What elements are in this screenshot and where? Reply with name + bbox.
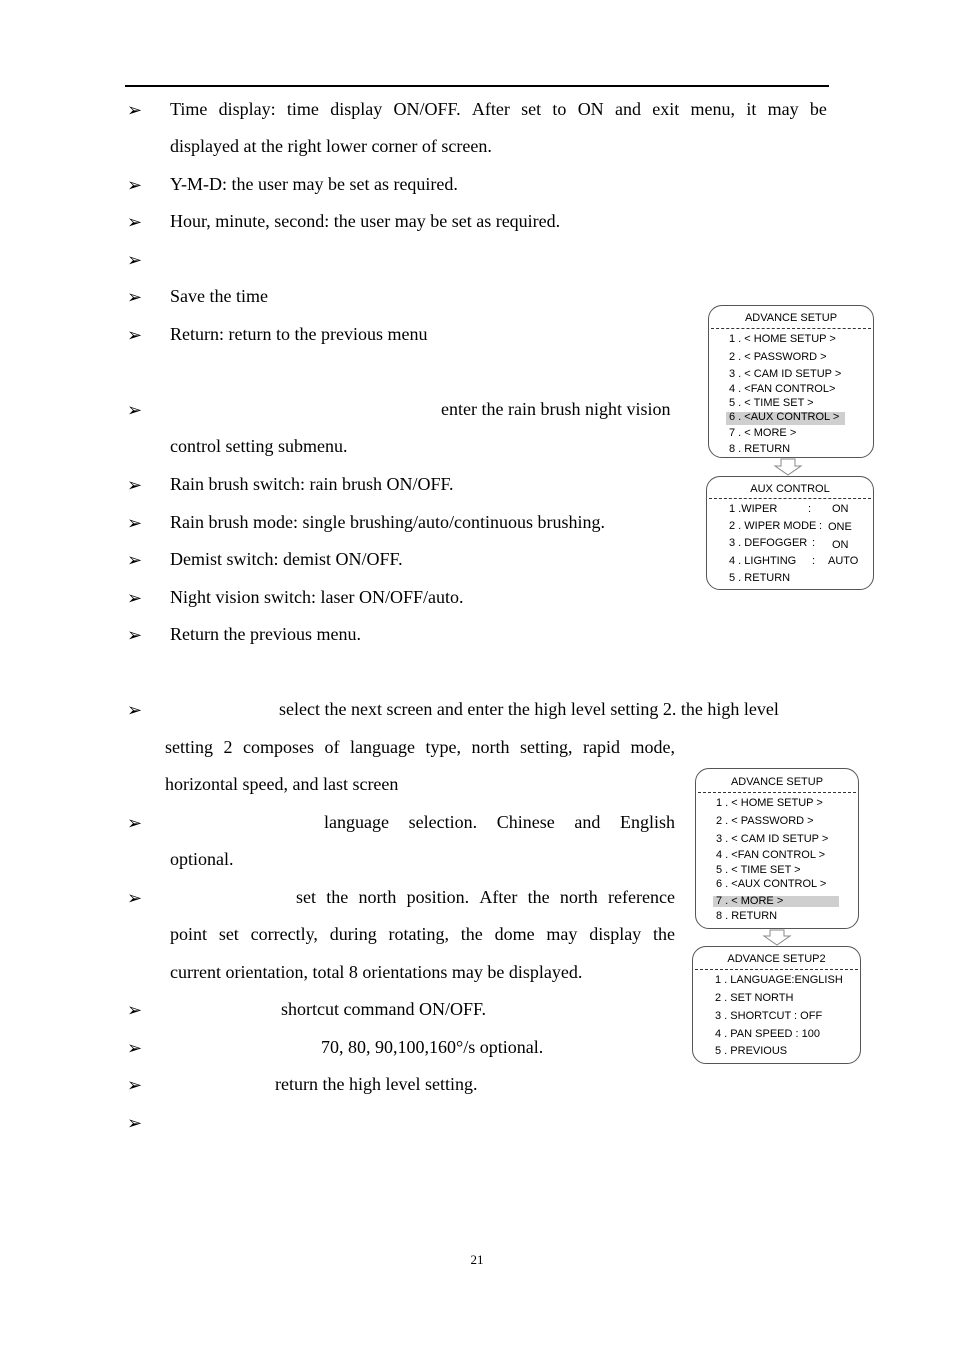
- text-line: optional.: [170, 849, 234, 869]
- text-line: Hour, minute, second: the user may be set as required.: [170, 211, 561, 231]
- text-line: Night vision switch: laser ON/OFF/auto.: [170, 587, 464, 607]
- advance-setup-menu: [708, 305, 874, 458]
- bullet-marker: ➢: [127, 100, 143, 120]
- bullet-marker: ➢: [127, 1000, 143, 1020]
- text-line: control setting submenu.: [170, 436, 348, 456]
- menu-title: ADVANCE SETUP: [730, 776, 824, 788]
- text-line: Rain brush switch: rain brush ON/OFF.: [170, 474, 454, 494]
- text-line: Time display: time display ON/OFF. After set to ON and exit menu, it may be: [170, 99, 827, 119]
- menu-item: 8 . RETURN: [716, 910, 778, 922]
- menu-item: 4 . <FAN CONTROL>: [729, 383, 836, 395]
- menu-item: 1 . LANGUAGE:ENGLISH: [715, 974, 843, 986]
- bullet-marker: ➢: [127, 175, 143, 195]
- bullet-marker: ➢: [127, 888, 143, 908]
- menu-item-value: ON: [832, 503, 849, 515]
- menu-item: 5 . < TIME SET >: [729, 397, 814, 409]
- bullet-marker: ➢: [127, 287, 143, 307]
- menu-item: 1 . < HOME SETUP >: [729, 333, 836, 345]
- bullet-marker: ➢: [127, 250, 143, 270]
- bullet-marker: ➢: [127, 325, 143, 345]
- menu-item: 2 . < PASSWORD >: [716, 815, 814, 827]
- menu-item-label: 2 . WIPER MODE: [729, 520, 817, 532]
- bullet-marker: ➢: [127, 513, 143, 533]
- bullet-marker: ➢: [127, 1113, 143, 1133]
- menu-item-value: ON: [832, 539, 849, 551]
- menu-divider: [695, 969, 858, 970]
- menu-item-label: 1 .WIPER: [729, 503, 778, 515]
- menu-title: ADVANCE SETUP: [744, 312, 838, 324]
- menu-item-selected: 6 . <AUX CONTROL >: [729, 411, 840, 423]
- menu-item: 6 . <AUX CONTROL >: [716, 878, 827, 890]
- menu-title: AUX CONTROL: [750, 483, 830, 495]
- menu-item-value: AUTO: [828, 555, 859, 567]
- text-line: Y-M-D: the user may be set as required.: [170, 174, 458, 194]
- text-line: setting 2 composes of language type, north setting, rapid mode,: [165, 737, 675, 757]
- menu-item: 4 . <FAN CONTROL >: [716, 849, 826, 861]
- text-line: Demist switch: demist ON/OFF.: [170, 549, 403, 569]
- menu-item: 8 . RETURN: [729, 443, 791, 455]
- menu-item-sep: :: [812, 555, 816, 567]
- text-line: set the north position. After the north reference: [296, 887, 675, 907]
- menu-item: 4 . PAN SPEED : 100: [715, 1028, 820, 1040]
- menu-item-sep: :: [812, 537, 816, 549]
- bullet-marker: ➢: [127, 212, 143, 232]
- menu-item-value: ONE: [828, 521, 852, 533]
- header-rule: [125, 85, 829, 87]
- bullet-marker: ➢: [127, 550, 143, 570]
- menu-item: 3 . < CAM ID SETUP >: [729, 368, 842, 380]
- menu-item: 5 . < TIME SET >: [716, 864, 801, 876]
- page-number: 21: [470, 1252, 484, 1267]
- bullet-marker: ➢: [127, 1075, 143, 1095]
- menu-item-label: 3 . DEFOGGER: [729, 537, 808, 549]
- text-line: Rain brush mode: single brushing/auto/continuous brushing.: [170, 512, 605, 532]
- down-arrow-icon: [762, 929, 792, 946]
- text-line: Save the time: [170, 286, 268, 306]
- aux-control-menu: [706, 476, 874, 590]
- text-line: Return the previous menu.: [170, 624, 361, 644]
- text-line: horizontal speed, and last screen: [165, 774, 399, 794]
- text-line: displayed at the right lower corner of screen.: [170, 136, 492, 156]
- menu-divider: [698, 792, 856, 793]
- menu-divider: [711, 328, 871, 329]
- menu-divider: [709, 498, 871, 499]
- menu-item-sep: :: [819, 520, 823, 532]
- bullet-marker: ➢: [127, 813, 143, 833]
- menu-item: 5 . PREVIOUS: [715, 1045, 788, 1057]
- down-arrow-icon: [773, 458, 803, 476]
- bullet-marker: ➢: [127, 625, 143, 645]
- text-line: point set correctly, during rotating, the dome may display the: [170, 924, 675, 944]
- text-line: shortcut command ON/OFF.: [281, 999, 487, 1019]
- bullet-marker: ➢: [127, 400, 143, 420]
- menu-item: 2 . SET NORTH: [715, 992, 794, 1004]
- menu-item-label: 5 . RETURN: [729, 572, 791, 584]
- advance-setup-menu-2: [695, 768, 859, 929]
- menu-item: 3 . SHORTCUT : OFF: [715, 1010, 823, 1022]
- text-line: current orientation, total 8 orientations may be displayed.: [170, 962, 583, 982]
- menu-item: 2 . < PASSWORD >: [729, 351, 827, 363]
- menu-item: 7 . < MORE >: [729, 427, 797, 439]
- text-line: language selection. Chinese and English: [324, 812, 675, 832]
- menu-item-sep: :: [808, 503, 812, 515]
- text-line: return the high level setting.: [275, 1074, 478, 1094]
- menu-item-label: 4 . LIGHTING: [729, 555, 797, 567]
- text-line: select the next screen and enter the high level setting 2. the high level: [279, 699, 779, 719]
- bullet-marker: ➢: [127, 475, 143, 495]
- advance-setup2-menu: [692, 946, 861, 1064]
- menu-item: 1 . < HOME SETUP >: [716, 797, 823, 809]
- bullet-marker: ➢: [127, 700, 143, 720]
- bullet-marker: ➢: [127, 1038, 143, 1058]
- text-line: 70, 80, 90,100,160°/s optional.: [321, 1037, 544, 1057]
- menu-title: ADVANCE SETUP2: [727, 953, 826, 965]
- menu-item-selected: 7 . < MORE >: [716, 895, 784, 907]
- bullet-marker: ➢: [127, 588, 143, 608]
- menu-item: 3 . < CAM ID SETUP >: [716, 833, 829, 845]
- text-line: enter the rain brush night vision: [441, 399, 671, 419]
- text-line: Return: return to the previous menu: [170, 324, 428, 344]
